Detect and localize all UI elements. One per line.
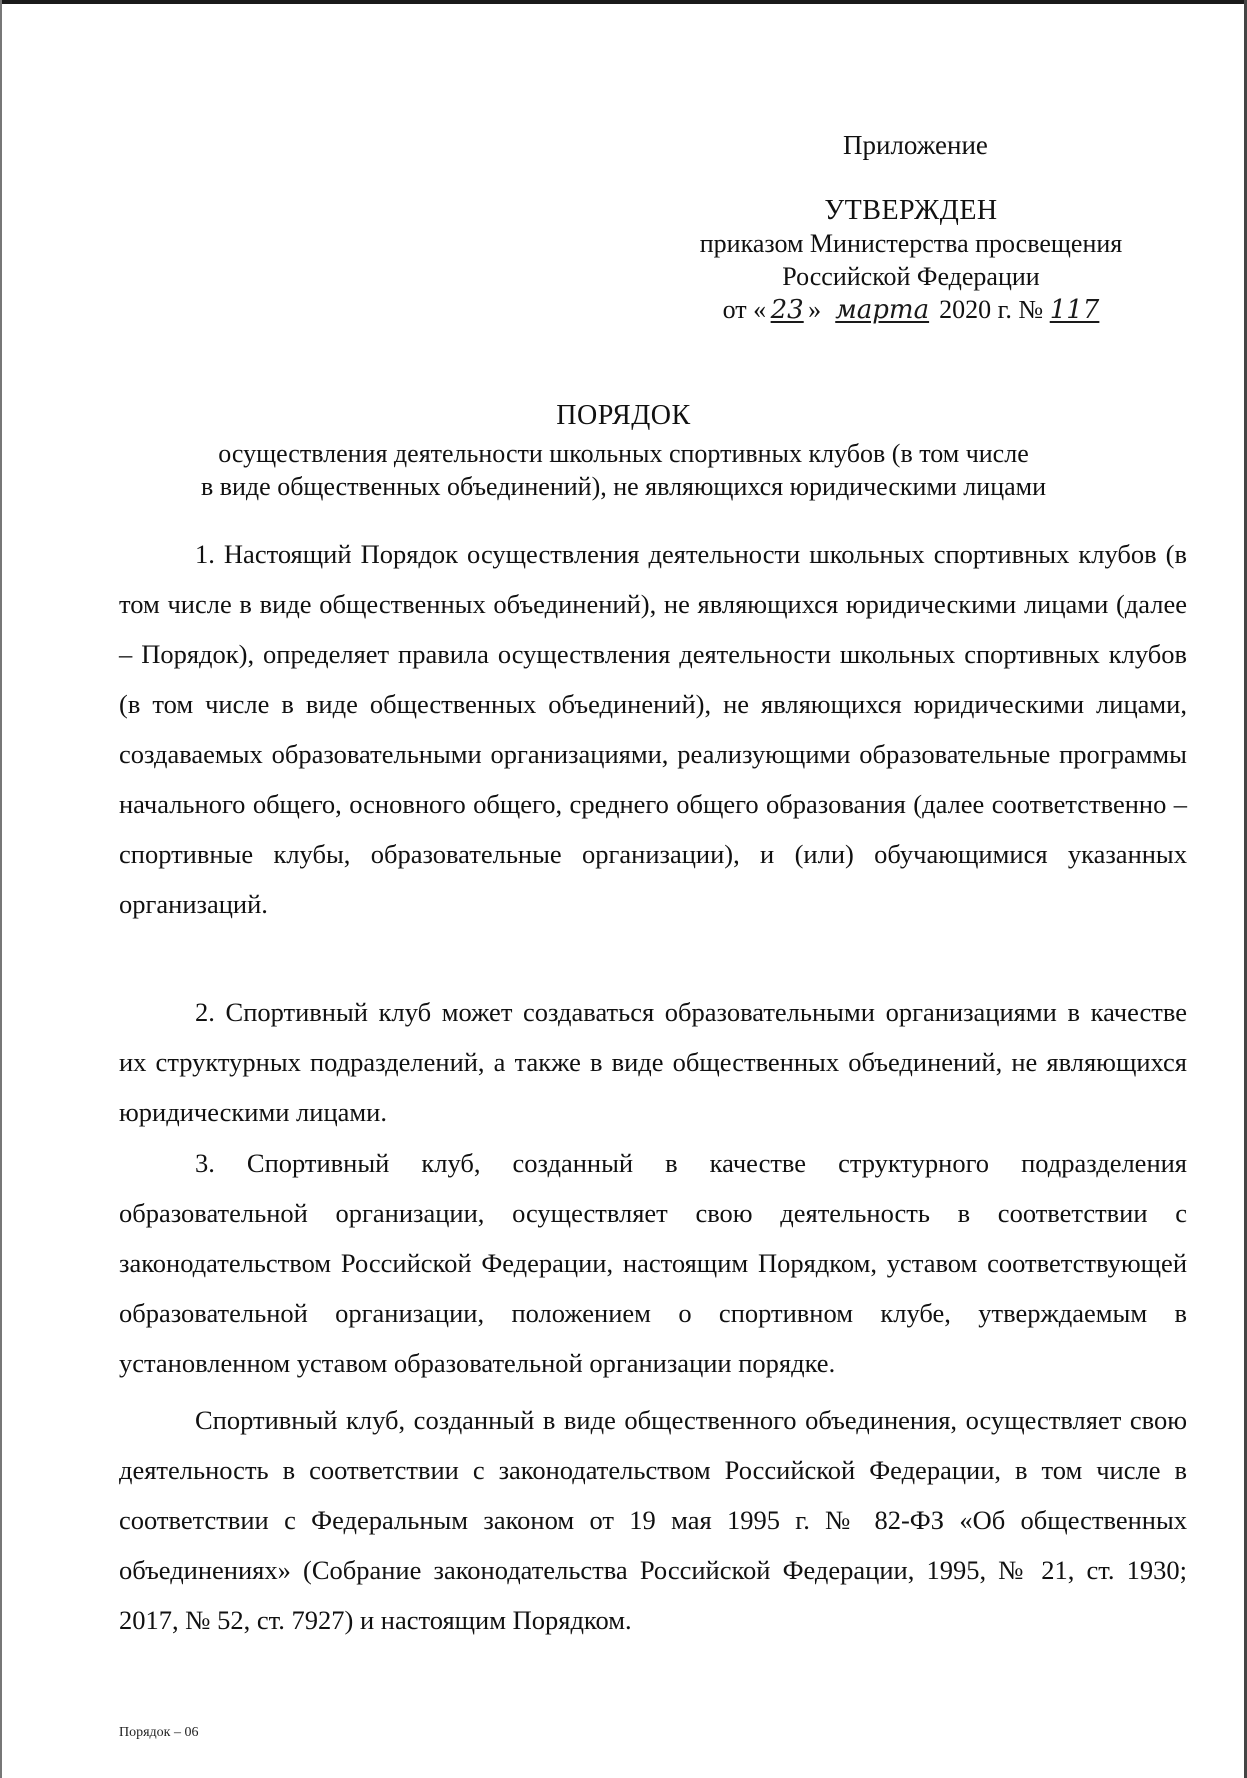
paragraph-3: 3. Спортивный клуб, созданный в качестве структурного подразделения образовательной организации, осуществляет свою деятельность в соответствии с законодательством Российской Федерации, настоящим Порядком, уставом соответствующей образовательной организации, положением о спортивном клубе, утверждаемым в установленном уставом образовательной организации порядке. xyxy=(119,1148,1187,1378)
subtitle-line-1: осуществления деятельности школьных спортивных клубов (в том числе xyxy=(218,439,1029,468)
document-subtitle xyxy=(150,437,1097,503)
handwritten-order-number: 117 xyxy=(1049,295,1100,325)
approval-block xyxy=(661,194,1161,327)
handwritten-month: марта xyxy=(835,295,930,325)
order-line-2: Российской Федерации xyxy=(782,262,1040,291)
date-year: 2020 г. № xyxy=(939,295,1044,324)
appendix-label: Приложение xyxy=(843,130,988,160)
paragraph-4: Спортивный клуб, созданный в виде общественного объединения, осуществляет свою деятельность в соответствии с законодательством Российской Федерации, в том числе в соответствии с Федеральным законом от 19 мая 1995 г. № 82-ФЗ «Об общественных объединениях» (Собрание законодательства Российской Федерации, 1995, № 21, ст. 1930; 2017, № 52, ст. 7927) и настоящим Порядком. xyxy=(119,1405,1187,1635)
order-date-line xyxy=(661,293,1161,327)
order-line-1: приказом Министерства просвещения xyxy=(699,229,1123,258)
paragraph-2: 2. Спортивный клуб может создаваться образовательными организациями в качестве их структурных подразделений, а также в виде общественных объединений, не являющихся юридическими лицами. xyxy=(119,997,1187,1127)
paragraph-1: 1. Настоящий Порядок осуществления деятельности школьных спортивных клубов (в том числе в виде общественных объединений), не являющихся юридическими лицами (далее – Порядок), определяет правила осуществления деятельности школьных спортивных клубов (в том числе в виде общественных объединений), не являющихся юридическими лицами, создаваемых образовательными организациями, реализующими образовательные программы начального общего, основного общего, среднего общего образования (далее соответственно – спортивные клубы, образовательные организации), и (или) обучающимися указанных организаций. xyxy=(119,539,1187,919)
approved-heading: УТВЕРЖДЕН xyxy=(824,195,998,226)
scan-edge xyxy=(0,0,1247,4)
date-prefix: от « xyxy=(722,295,767,324)
date-mid: » xyxy=(808,295,822,324)
handwritten-day: 23 xyxy=(770,295,804,325)
document-title: ПОРЯДОК xyxy=(556,400,691,431)
subtitle-line-2: в виде общественных объединений), не являющихся юридическими лицами xyxy=(200,472,1047,501)
page-footer-code: Порядок – 06 xyxy=(119,1725,199,1740)
scan-edge xyxy=(0,0,2,1778)
